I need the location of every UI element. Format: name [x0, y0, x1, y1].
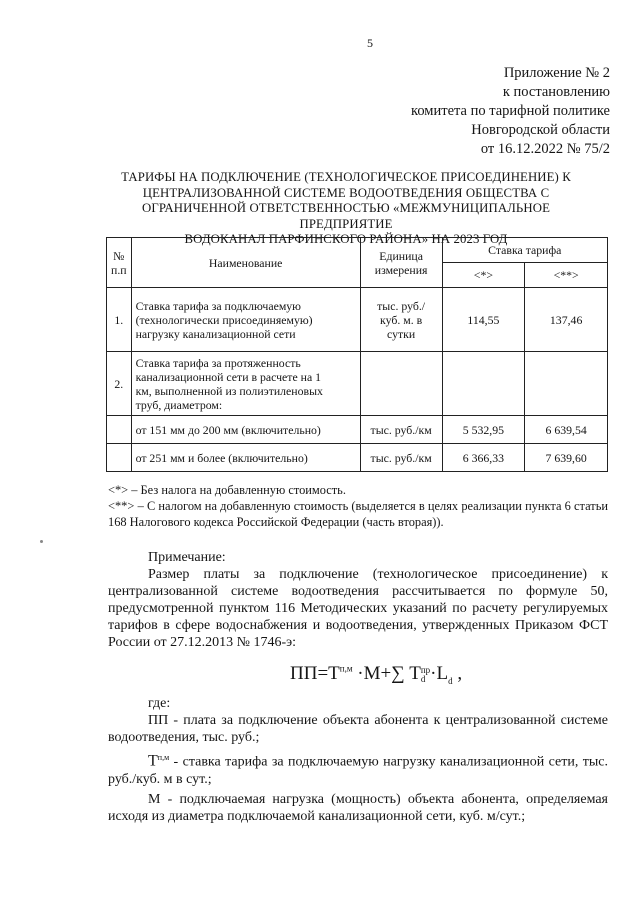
- where-heading: где:: [148, 696, 171, 711]
- definitions-block: [108, 695, 608, 825]
- row-value-without-vat: 114,55: [442, 288, 525, 352]
- row-number: 1.: [107, 288, 132, 352]
- row-value-with-vat: 7 639,60: [525, 444, 608, 472]
- definition-t-symbol: T: [148, 752, 158, 770]
- header-unit-line: измерения: [374, 262, 428, 277]
- footnote-with-vat: <**> – С налогом на добавленную стоимость (выделяется в целях реализации пункта 6 статьи 168 Налогового кодекса Российской Федерации (часть вторая)).: [108, 499, 608, 529]
- row-name-line: Ставка тарифа за протяженность: [135, 355, 301, 370]
- formula-tariff-length-sub: d: [420, 673, 426, 684]
- row-name-line: Ставка тарифа за подключаемую: [135, 298, 301, 313]
- annex-line: Новгородской области: [471, 122, 610, 138]
- row-unit-line: куб. м. в: [380, 312, 423, 327]
- row-name: от 151 мм до 200 мм (включительно): [131, 416, 360, 444]
- header-rate: Ставка тарифа: [442, 238, 607, 263]
- formula-tariff-load: T: [328, 663, 340, 684]
- row-name: от 251 мм и более (включительно): [131, 444, 360, 472]
- header-number-bottom: п.п: [111, 262, 127, 277]
- table-header-row: [107, 238, 608, 263]
- title-line: ОГРАНИЧЕННОЙ ОТВЕТСТВЕННОСТЬЮ «МЕЖМУНИЦИПАЛЬНОЕ ПРЕДПРИЯТИЕ: [142, 201, 550, 231]
- row-value-with-vat: 6 639,54: [525, 416, 608, 444]
- definition-pp: ПП - плата за подключение объекта абонента к централизованной системе водоотведения, тыс. руб.;: [108, 713, 608, 745]
- formula-tariff-load-sup: п,м: [339, 663, 353, 674]
- row-value-empty: [442, 352, 525, 416]
- row-value-without-vat: 6 366,33: [442, 444, 525, 472]
- row-name-line: канализационной сети в расчете на 1: [135, 369, 322, 384]
- note-text: Размер платы за подключение (технологическое присоединение) к централизованной системе водоотведения рассчитывается по формуле 50, предусмотренной пунктом 116 Методических указаний по расчету регулируемых тарифов в сфере водоснабжения и водоотведения, утвержденных Приказом ФСТ России от 27.12.2013 № 1746-э:: [108, 567, 608, 650]
- formula-tariff-length: T: [409, 663, 421, 684]
- table-row: [107, 288, 608, 352]
- page-number: 5: [367, 36, 373, 50]
- definition-t-text: - ставка тарифа за подключаемую нагрузку канализационной сети, тыс. руб./куб. м в сут.;: [108, 754, 608, 787]
- formula-tariff-length-sup: пр: [420, 664, 431, 675]
- row-number-empty: [107, 416, 132, 444]
- row-unit: тыс. руб./км: [360, 416, 442, 444]
- definition-t-symbol-sup: п,м: [157, 753, 170, 762]
- formula-lhs: ПП: [290, 663, 318, 684]
- header-number-cell: [107, 238, 132, 288]
- note-block: [108, 549, 608, 651]
- formula-dot: ·: [357, 663, 364, 684]
- annex-line: комитета по тарифной политике: [411, 103, 610, 119]
- row-value-empty: [525, 352, 608, 416]
- document-title: [96, 170, 596, 248]
- annex-line: Приложение № 2: [503, 65, 610, 81]
- row-unit-empty: [360, 352, 442, 416]
- row-unit-line: сутки: [387, 326, 416, 341]
- footnotes: [108, 482, 608, 530]
- definition-t: [108, 749, 608, 788]
- table-row: [107, 352, 608, 416]
- row-value-with-vat: 137,46: [525, 288, 608, 352]
- row-value-without-vat: 5 532,95: [442, 416, 525, 444]
- scan-speck: [40, 540, 43, 543]
- formula-equals: =: [317, 663, 329, 684]
- row-name-line: труб, диаметром:: [135, 397, 223, 412]
- formula-sum: ∑: [391, 663, 405, 684]
- payment-formula: [290, 663, 462, 686]
- formula-tariff-length-indices: [421, 666, 430, 684]
- row-unit-line: тыс. руб./: [377, 298, 426, 313]
- header-name: Наименование: [131, 238, 360, 288]
- formula-length-sub: d: [448, 675, 453, 686]
- formula-comma: ,: [457, 663, 463, 684]
- footnote-without-vat: <*> – Без налога на добавленную стоимость.: [108, 483, 346, 497]
- title-line: ТАРИФЫ НА ПОДКЛЮЧЕНИЕ (ТЕХНОЛОГИЧЕСКОЕ ПРИСОЕДИНЕНИЕ) К: [121, 170, 571, 184]
- row-name-cell: [131, 352, 360, 416]
- header-unit-line: Единица: [379, 248, 423, 263]
- header-rate-with-vat: <**>: [525, 263, 608, 288]
- formula-dot: ·: [430, 663, 437, 684]
- header-rate-without-vat: <*>: [442, 263, 525, 288]
- row-name-cell: [131, 288, 360, 352]
- formula-length: L: [436, 663, 449, 684]
- row-unit: тыс. руб./км: [360, 444, 442, 472]
- header-unit-cell: [360, 238, 442, 288]
- formula-plus: +: [380, 663, 392, 684]
- row-name-line: (технологически присоединяемую): [135, 312, 313, 327]
- title-line: ВОДОКАНАЛ ПАРФИНСКОГО РАЙОНА» НА 2023 ГОД: [184, 232, 508, 246]
- row-name-line: км, выполненной из полиэтиленовых: [135, 383, 323, 398]
- table-row: [107, 444, 608, 472]
- header-number-top: №: [113, 248, 125, 263]
- row-number: 2.: [107, 352, 132, 416]
- row-unit-cell: [360, 288, 442, 352]
- definition-m: М - подключаемая нагрузка (мощность) объекта абонента, определяемая исходя из диаметра подключаемой канализационной сети, куб. м/сут.;: [108, 791, 608, 824]
- row-name-line: нагрузку канализационной сети: [135, 326, 296, 341]
- table-row: [107, 416, 608, 444]
- row-number-empty: [107, 444, 132, 472]
- annex-line: к постановлению: [502, 84, 610, 100]
- formula-load: M: [363, 663, 381, 684]
- title-line: ЦЕНТРАЛИЗОВАННОЙ СИСТЕМЕ ВОДООТВЕДЕНИЯ ОБЩЕСТВА С: [142, 185, 550, 200]
- tariff-table: [106, 237, 608, 472]
- annex-line: от 16.12.2022 № 75/2: [480, 141, 610, 157]
- annex-block: [411, 64, 610, 159]
- note-heading: Примечание:: [148, 550, 226, 565]
